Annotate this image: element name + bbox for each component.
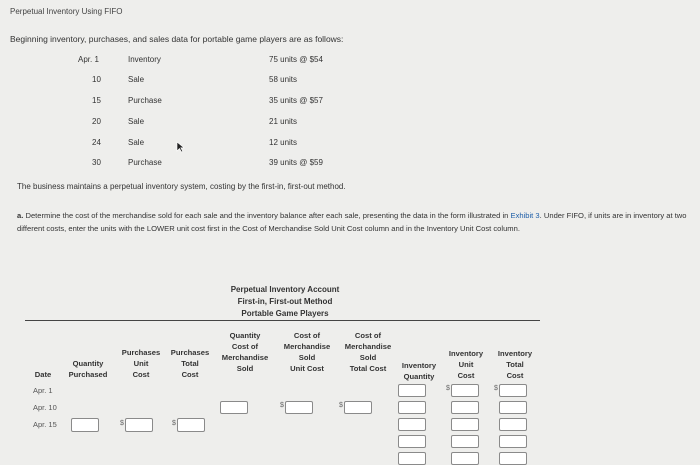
inv-unit-cost-input[interactable] <box>451 401 479 414</box>
transaction-type: Inventory <box>128 55 161 64</box>
row-date-apr10: Apr. 10 <box>33 403 57 412</box>
cms-quantity-input[interactable] <box>220 401 248 414</box>
row-date-apr15: Apr. 15 <box>33 420 57 429</box>
cms-total-cost-input[interactable] <box>344 401 372 414</box>
transaction-type: Sale <box>128 138 145 147</box>
table-divider <box>25 320 540 321</box>
inv-quantity-input[interactable] <box>398 435 426 448</box>
question-body-cont: . Under FIFO, if units are in inventory at two different costs, enter the units with the LOWER unit cost first in the Cost of Merchandise Sold Unit Cost column and in the Inventory Unit Cost column. <box>17 211 687 233</box>
transaction-row <box>0 117 700 131</box>
qty-purchased-input[interactable] <box>71 418 99 432</box>
purchases-total-cost-input[interactable] <box>177 418 205 432</box>
inv-quantity-input[interactable] <box>398 384 426 397</box>
transaction-row <box>0 96 700 110</box>
policy-text: The business maintains a perpetual inventory system, costing by the first-in, first-out method. <box>17 182 346 191</box>
inv-total-cost-input[interactable] <box>499 401 527 414</box>
page-title: Perpetual Inventory Using FIFO <box>10 7 123 16</box>
currency-sign: $ <box>339 402 343 409</box>
transaction-type: Purchase <box>128 158 162 167</box>
col-inv-quantity: Inventory Quantity <box>401 361 437 381</box>
transaction-type: Sale <box>128 117 145 126</box>
transaction-date: 15 <box>92 96 101 105</box>
mouse-cursor-icon <box>176 141 185 153</box>
col-inv-total-cost: Inventory Total Cost <box>497 349 533 380</box>
transaction-row <box>0 158 700 172</box>
transaction-date: 24 <box>92 138 101 147</box>
transaction-type: Purchase <box>128 96 162 105</box>
transaction-detail: 39 units @ $59 <box>269 158 323 167</box>
col-qty-cms-sold: Quantity Cost of Merchandise Sold <box>221 331 269 373</box>
currency-sign: $ <box>446 385 450 392</box>
inv-unit-cost-input[interactable] <box>451 452 479 465</box>
col-purchases-unit-cost: Purchases Unit Cost <box>121 348 161 379</box>
transaction-date: 20 <box>92 117 101 126</box>
transaction-detail: 35 units @ $57 <box>269 96 323 105</box>
currency-sign: $ <box>280 402 284 409</box>
inv-total-cost-input[interactable] <box>499 435 527 448</box>
col-date: Date <box>34 370 52 379</box>
col-qty-purchased: Quantity Purchased <box>68 359 108 379</box>
transaction-detail: 21 units <box>269 117 298 126</box>
col-inv-unit-cost: Inventory Unit Cost <box>448 349 484 380</box>
account-method: First-in, First-out Method <box>237 297 333 306</box>
currency-sign: $ <box>120 420 124 427</box>
transaction-date: 30 <box>92 158 101 167</box>
account-subtitle: Portable Game Players <box>241 309 329 318</box>
inv-unit-cost-input[interactable] <box>451 418 479 431</box>
currency-sign: $ <box>494 385 498 392</box>
transaction-detail: 12 units <box>269 138 298 147</box>
inv-total-cost-input[interactable] <box>499 452 527 465</box>
transaction-date: Apr. 1 <box>78 55 99 64</box>
inv-quantity-input[interactable] <box>398 452 426 465</box>
cms-unit-cost-input[interactable] <box>285 401 313 414</box>
inv-total-cost-input[interactable] <box>499 418 527 431</box>
transaction-date: 10 <box>92 75 101 84</box>
question-body: Determine the cost of the merchandise sold for each sale and the inventory balance after each sale, presenting the data in the form illustrated in <box>25 211 509 220</box>
intro-text: Beginning inventory, purchases, and sales data for portable game players are as follows: <box>10 34 344 44</box>
col-purchases-total-cost: Purchases Total Cost <box>170 348 210 379</box>
transaction-row <box>0 75 700 89</box>
currency-sign: $ <box>172 420 176 427</box>
inv-quantity-input[interactable] <box>398 401 426 414</box>
purchases-unit-cost-input[interactable] <box>125 418 153 432</box>
inv-total-cost-input[interactable] <box>499 384 527 397</box>
question-text <box>17 209 689 235</box>
transaction-type: Sale <box>128 75 145 84</box>
inv-quantity-input[interactable] <box>398 418 426 431</box>
transaction-detail: 75 units @ $54 <box>269 55 323 64</box>
inv-unit-cost-input[interactable] <box>451 384 479 397</box>
transaction-row <box>0 55 700 69</box>
question-label: a. <box>17 211 24 220</box>
transaction-detail: 58 units <box>269 75 298 84</box>
exhibit-link[interactable]: Exhibit 3 <box>510 211 540 220</box>
col-cms-total-cost: Cost of Merchandise Sold Total Cost <box>344 331 392 373</box>
inv-unit-cost-input[interactable] <box>451 435 479 448</box>
transaction-row <box>0 138 700 152</box>
col-cms-unit-cost: Cost of Merchandise Sold Unit Cost <box>283 331 331 373</box>
account-title: Perpetual Inventory Account <box>230 285 340 294</box>
row-date-apr1: Apr. 1 <box>33 386 53 395</box>
